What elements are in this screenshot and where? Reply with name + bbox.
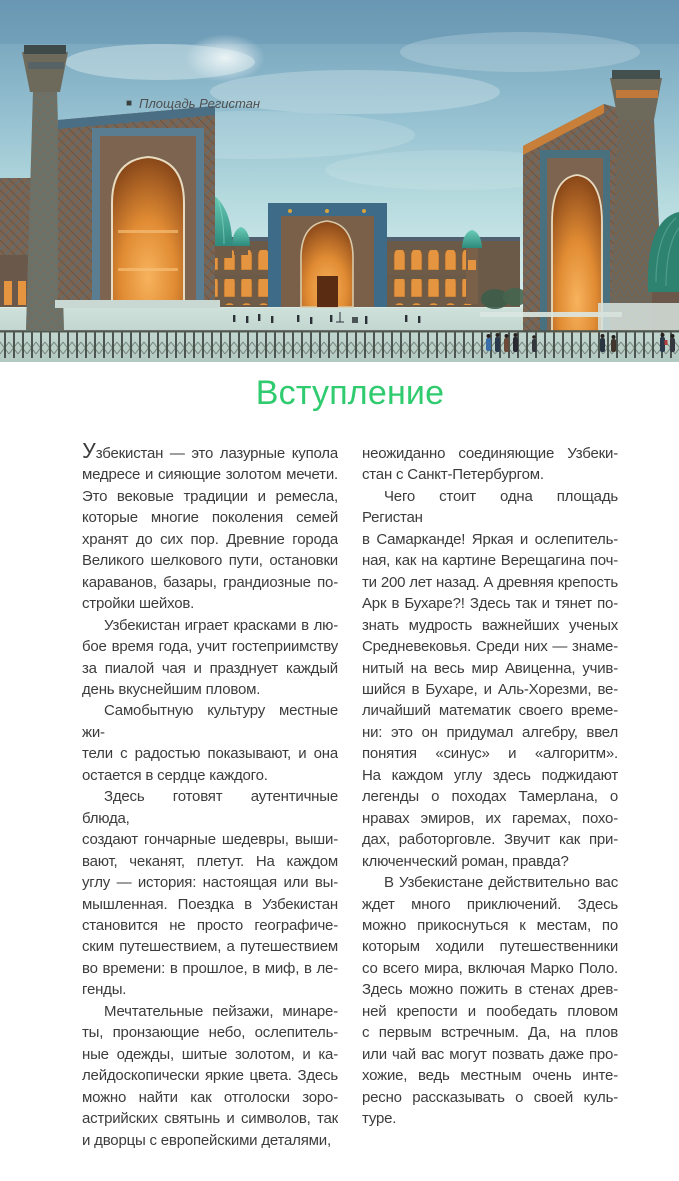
- text-line: знать мудрость важнейших ученых: [362, 616, 618, 634]
- text-line: караванов, базары, грандиозные по-: [82, 573, 338, 591]
- text-line: или чай вас могут позвать даже про-: [362, 1045, 618, 1063]
- text-line: вают, чеканят, плетут. На каждом: [82, 852, 338, 870]
- text-line: Это вековые традиции и ремесла,: [82, 487, 338, 505]
- registan-photo: [0, 0, 679, 362]
- text-line: которым ходили путешественники: [362, 938, 618, 956]
- registan-photo-illustration: [0, 0, 679, 362]
- paragraph: [82, 1001, 338, 1151]
- text-line: генды.: [82, 981, 127, 999]
- text-line: хранят до сих пор. Древние города: [82, 530, 338, 548]
- text-line: Чего стоит одна площадь Регистан: [362, 487, 618, 527]
- text-line: дах, работорговле. Звучит как при-: [362, 831, 618, 849]
- text-line: Узбекистан играет красками в лю-: [104, 616, 338, 634]
- text-line: хожие, ведь местным очень инте-: [362, 1067, 618, 1085]
- right-column: [362, 443, 618, 1151]
- text-line: Великого шелкового пути, остановки: [82, 552, 338, 570]
- text-line: астрийских святынь и символов, так: [82, 1110, 338, 1128]
- text-line: можно найти как отголоски зоро-: [82, 1088, 338, 1106]
- text-line: медресе и сияющие золотом мечети.: [82, 466, 338, 484]
- text-line: Мечтательные пейзажи, минаре-: [104, 1002, 338, 1020]
- text-line: ключенческий роман, правда?: [362, 852, 569, 870]
- text-line: ней крепости и пообедать пловом: [362, 1002, 618, 1020]
- paragraph: [362, 443, 618, 486]
- text-line: В Узбекистане действительно вас: [384, 874, 618, 892]
- text-line: которые многие поколения семей: [82, 509, 338, 527]
- paragraph: [82, 443, 338, 615]
- text-line: Здесь готовят аутентичные блюда,: [82, 788, 338, 827]
- text-line: тели с радостью показывают, и она: [82, 745, 338, 763]
- photo-caption-text: Площадь Регистан: [139, 96, 261, 111]
- text-line: и дворцы с европейскими деталями,: [82, 1131, 331, 1149]
- text-line: остается в сердце каждого.: [82, 766, 268, 784]
- caption-square-icon: ■: [126, 97, 133, 109]
- text-line: легенды о походах Тамерлана, о: [362, 788, 618, 806]
- photo-caption: [126, 96, 260, 111]
- chapter-title: Вступление: [255, 374, 445, 412]
- text-line: Здесь можно пожить в стенах древ-: [362, 981, 618, 999]
- text-line: личайший математик своего време-: [362, 702, 618, 720]
- text-line: неожиданно соединяющие Узбеки-: [362, 445, 618, 462]
- text-line: можно прикоснуться к местам, по: [362, 916, 618, 934]
- text-line: ни: это он придумал алгебру, ввел: [362, 723, 618, 741]
- text-line: ные одежды, шитые золотом, и ка-: [82, 1045, 338, 1063]
- text-line: понятия «синус» и «алгоритм».: [362, 745, 618, 763]
- text-line: с первым встречным. Да, на плов: [362, 1024, 618, 1042]
- text-line: туре.: [362, 1110, 397, 1128]
- text-line: углу — история: настоящая или вы-: [82, 874, 338, 892]
- paragraph: [82, 700, 338, 786]
- text-line: ским путешествием, а путешествием: [82, 938, 338, 956]
- text-line: создают гончарные шедевры, выши-: [82, 831, 338, 849]
- paragraph: [82, 615, 338, 701]
- text-line: за пиалой чая и празднует каждый: [82, 659, 338, 677]
- text-line: становится не просто географиче-: [82, 916, 338, 934]
- text-line: нравах эмиров, их гаремах, похо-: [362, 809, 618, 827]
- text-line: нитый на весь мир Авиценна, учив-: [362, 659, 618, 677]
- body-text: [82, 443, 618, 1151]
- text-line: день вкуснейшим пловом.: [82, 680, 261, 698]
- text-line: Узбекистан — это лазурные купола: [82, 443, 338, 464]
- text-line: шийся в Бухаре, и Аль-Хорезми, ве-: [362, 680, 618, 698]
- left-column: [82, 443, 338, 1151]
- text-line: Арк в Бухаре?! Здесь так и тянет по-: [362, 595, 618, 613]
- text-line: ты, пронзающие небо, ослепитель-: [82, 1024, 338, 1042]
- drop-cap: У: [82, 443, 96, 463]
- text-line: во времени: в прошлое, в миф, в ле-: [82, 959, 338, 977]
- text-line: лейдоскопически яркие цвета. Здесь: [82, 1067, 338, 1085]
- text-line: На каждом углу здесь поджидают: [362, 766, 618, 784]
- text-line: ресно рассказывать о своей куль-: [362, 1088, 618, 1106]
- text-line: бое время года, учит гостеприимству: [82, 638, 338, 656]
- text-line: стройки шейхов.: [82, 595, 195, 613]
- text-line: ная, как на картине Верещагина поч-: [362, 552, 618, 570]
- text-line: в Самарканде! Яркая и ослепитель-: [362, 530, 618, 548]
- text-line: ждет много приключений. Здесь: [362, 895, 618, 913]
- paragraph: [362, 872, 618, 1129]
- text-line: со всего мира, включая Марко Поло.: [362, 959, 618, 977]
- paragraph: [362, 486, 618, 872]
- text-line: Средневековья. Среди них — знаме-: [362, 638, 618, 656]
- text-line: Самобытную культуру местные жи-: [82, 702, 338, 741]
- text-line: стан с Санкт-Петербургом.: [362, 466, 544, 484]
- paragraph: [82, 786, 338, 1001]
- text-line: мышленная. Поездка в Узбекистан: [82, 895, 338, 913]
- text-line: ти 200 лет назад. А древняя крепость: [362, 573, 618, 591]
